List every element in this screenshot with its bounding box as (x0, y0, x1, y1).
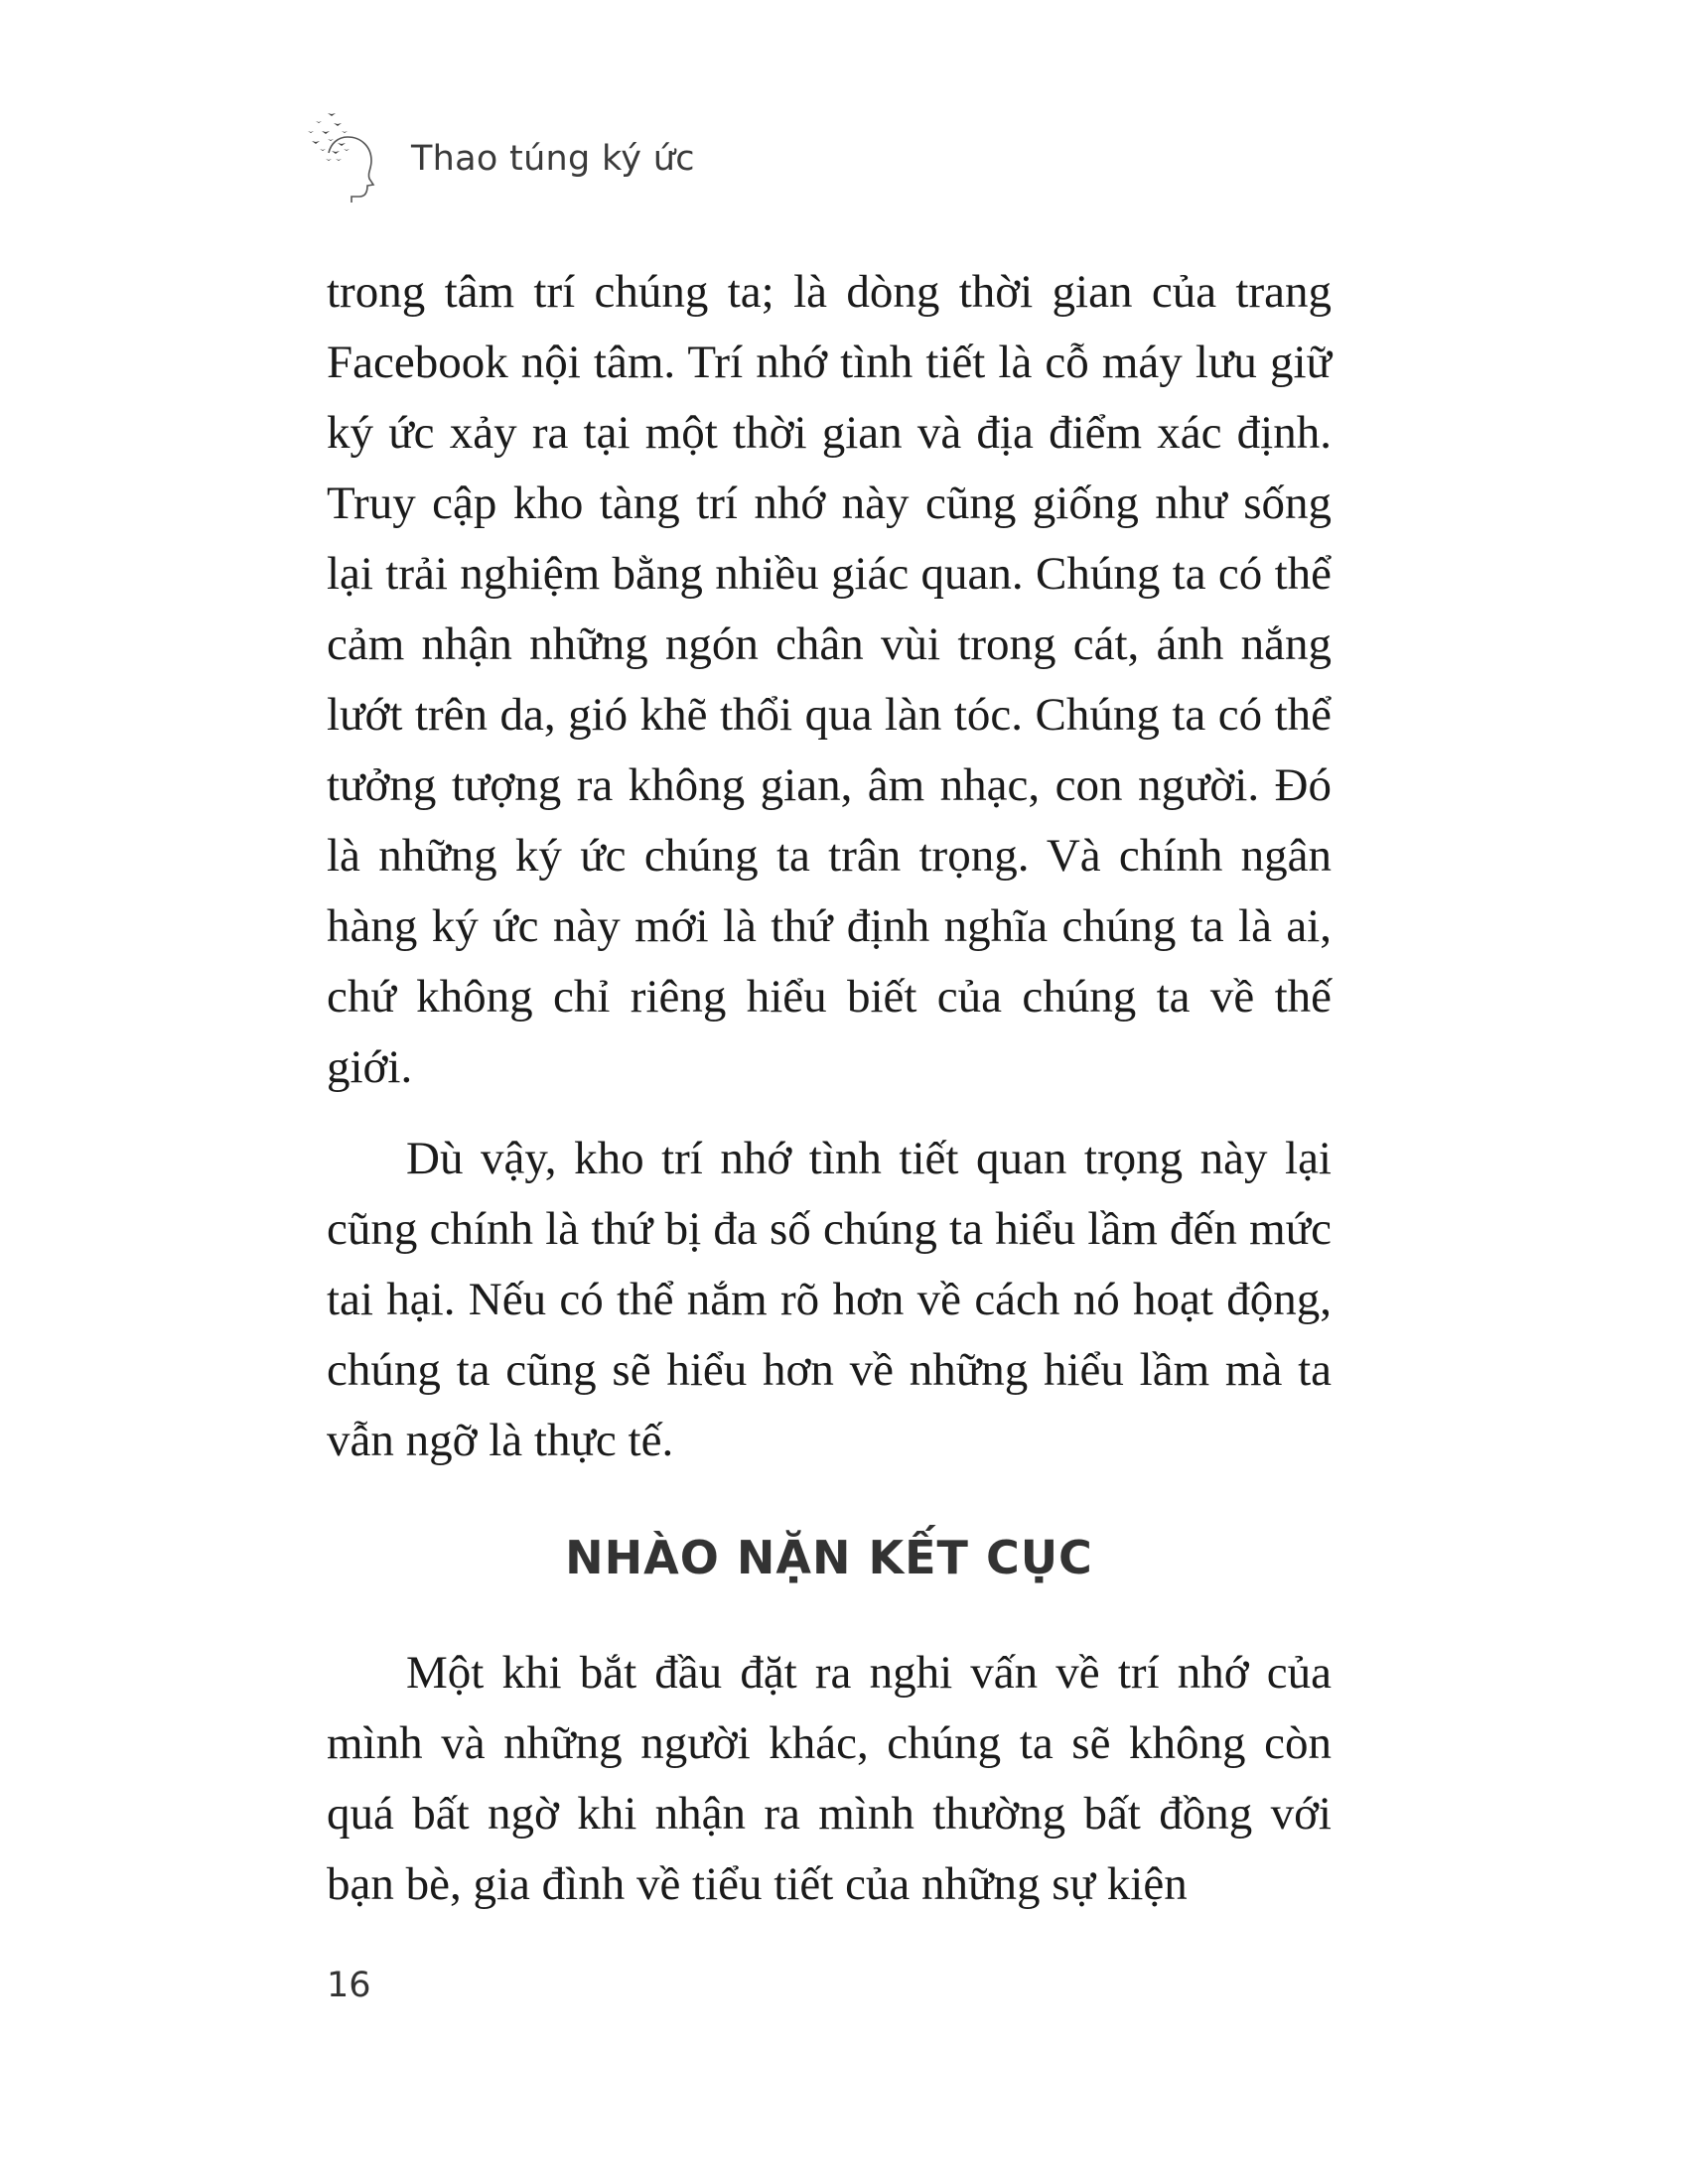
head-with-birds-icon (298, 107, 393, 203)
body-paragraph-2: Dù vậy, kho trí nhớ tình tiết quan trọng này lại cũng chính là thứ bị đa số chúng ta hiểu lầm đến mức tai hại. Nếu có thể nắm rõ hơn về cách nó hoạt động, chúng ta cũng sẽ hiểu hơn về những hiểu lầm mà ta vẫn ngỡ là thực tế. (327, 1133, 1332, 1466)
running-header (298, 107, 695, 203)
body-paragraph-3: Một khi bắt đầu đặt ra nghi vấn về trí nhớ của mình và những người khác, chúng ta sẽ không còn quá bất ngờ khi nhận ra mình thường bất đồng với bạn bè, gia đình về tiểu tiết của những sự kiện (327, 1647, 1332, 1910)
body-paragraph-1: trong tâm trí chúng ta; là dòng thời gian của trang Facebook nội tâm. Trí nhớ tình tiết là cỗ máy lưu giữ ký ức xảy ra tại một thời gian và địa điểm xác định. Truy cập kho tàng trí nhớ này cũng giống như sống lại trải nghiệm bằng nhiều giác quan. Chúng ta có thể cảm nhận những ngón chân vùi trong cát, ánh nắng lướt trên da, gió khẽ thổi qua làn tóc. Chúng ta có thể tưởng tượng ra không gian, âm nhạc, con người. Đó là những ký ức chúng ta trân trọng. Và chính ngân hàng ký ức này mới là thứ định nghĩa chúng ta là ai, chứ không chỉ riêng hiểu biết của chúng ta về thế giới. (327, 266, 1332, 1093)
section-heading: NHÀO NẶN KẾT CỤC (565, 1531, 1093, 1584)
page-number: 16 (327, 1966, 371, 2005)
running-header-title: Thao túng ký ức (411, 139, 695, 179)
